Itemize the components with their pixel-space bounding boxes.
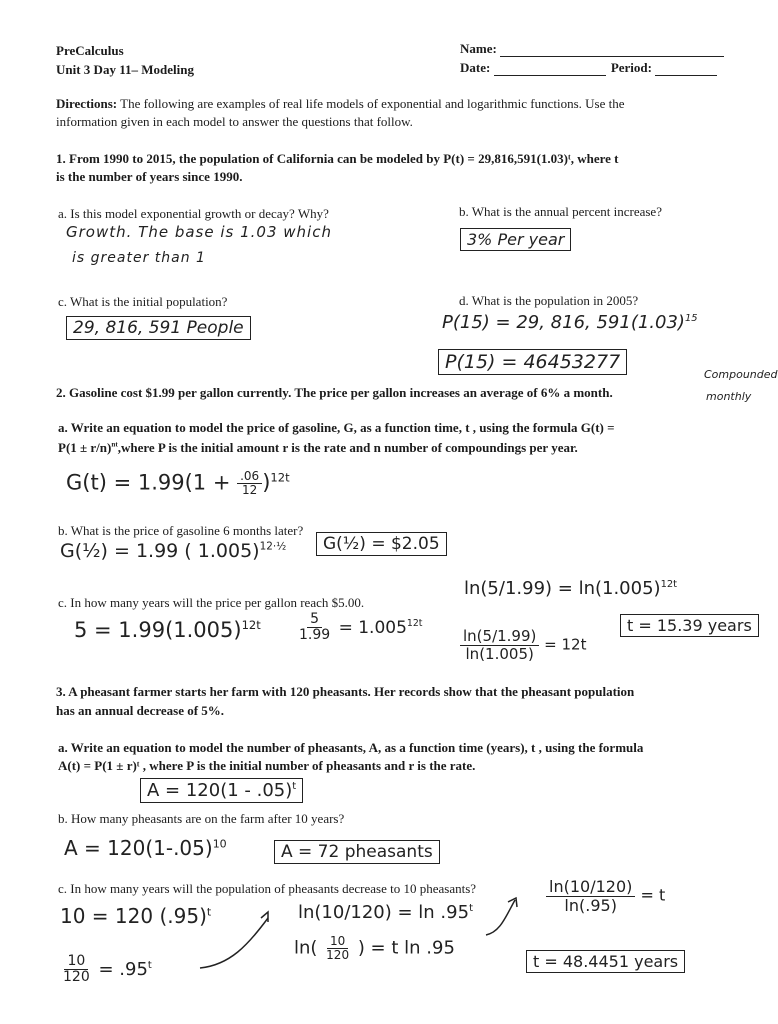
q1d-answer: P(15) = 46453277 [438,349,627,375]
period-label: Period: [610,60,652,75]
q3c-work-4-num: 10 [327,935,348,949]
q2a-answer-exp: 12t [270,470,290,485]
q3c-work-5-den: ln(.95) [564,895,617,915]
q3c-work-1-exp: t [206,905,212,919]
q3c-work-3-text: ln(10/120) = ln .95 [298,902,470,923]
q2a-answer-rhs: ) [262,470,271,495]
q2c-work-2-exp: 12t [406,618,423,630]
q1a-answer-2: is greater than 1 [72,250,206,266]
q2b-prompt: b. What is the price of gasoline 6 months later? [58,523,304,538]
q1b-answer: 3% Per year [460,228,571,251]
q2c-work-4-rhs: = 12t [544,635,587,654]
q3c-work-2-num: 10 [64,954,88,970]
course-title: PreCalculus [56,43,124,58]
q3b-work-text: A = 120(1-.05) [64,836,213,860]
q2c-work-1-exp: 12t [241,618,261,632]
q1c-prompt: c. What is the initial population? [58,294,228,309]
q3b-prompt: b. How many pheasants are on the farm after 10 years? [58,811,345,826]
side-note: Compounded [704,368,778,381]
q1a-prompt: a. Is this model exponential growth or decay? Why? [58,206,329,221]
q1b-prompt: b. What is the annual percent increase? [459,204,662,219]
q2a-formula-exp: nt [111,440,118,449]
q2c-prompt: c. In how many years will the price per gallon reach $5.00. [58,595,365,610]
q2c-work-3-text: ln(5/1.99) = ln(1.005) [464,578,661,599]
directions-text: The following are examples of real life models of exponential and logarithmic functions. Use the [117,96,625,111]
q2a-answer-den: 12 [242,483,258,498]
q1c-answer: 29, 816, 591 People [66,316,251,340]
q3c-prompt: c. In how many years will the population of pheasants decrease to 10 pheasants? [58,881,477,896]
q3-stem: 3. A pheasant farmer starts her farm with 120 pheasants. Her records show that the pheasant population [56,684,635,699]
date-label: Date: [460,60,491,75]
q3a-prompt: a. Write an equation to model the number of pheasants, A, as a function time (years), t , using the formula [58,740,644,755]
q1-stem-2: is the number of years since 1990. [56,169,243,184]
q2-stem: 2. Gasoline cost $1.99 per gallon currently. The price per gallon increases an average of 6% a month. [56,385,613,400]
q2c-work-3-exp: 12t [660,579,677,590]
q1a-answer: Growth. The base is 1.03 which [66,223,332,241]
q2a-prompt-text: ,where P is the initial amount r is the rate and n number of compoundings per year. [117,440,578,455]
q2c-work-2-den: 1.99 [299,627,331,644]
unit-title: Unit 3 Day 11– Modeling [56,62,194,77]
q2c-work-1-text: 5 = 1.99(1.005) [74,618,242,642]
q3a-prompt-2: A(t) = P(1 ± r)ᵗ , where P is the initial number of pheasants and r is the rate. [58,758,476,773]
q2b-work-exp: 12·½ [259,540,287,553]
directions-label: Directions: [56,96,118,111]
q3c-work-2-den: 120 [63,969,90,986]
q2c-work-4-num: ln(5/1.99) [460,628,539,646]
q1d-work-text: P(15) = 29, 816, 591(1.03) [442,312,685,333]
side-note-2: monthly [706,390,752,403]
q2a-answer-num: .06 [237,470,262,484]
q3c-work-1-text: 10 = 120 (.95) [60,904,207,928]
q2c-work-2-num: 5 [307,612,322,628]
arrow-1 [200,918,268,968]
q3c-work-5-num: ln(10/120) [546,878,635,897]
q3c-work-5-rhs: = t [640,885,666,905]
q3b-work-exp: 10 [212,837,227,851]
q2b-answer: G(½) = $2.05 [316,532,447,556]
q3-stem-2: has an annual decrease of 5%. [56,703,225,718]
q2c-answer: t = 15.39 years [620,614,759,637]
q3c-work-4-rhs: ) = t ln .95 [357,937,455,959]
q3c-work-2-exp: t [147,959,152,971]
q1-stem: 1. From 1990 to 2015, the population of California can be modeled by P(t) = 29,816,591(1.03)ᵗ, where t [56,151,619,166]
q1d-work-exp: 15 [684,313,698,324]
q3a-answer-exp: t [292,781,297,792]
q3c-work-4-den: 120 [326,948,350,963]
arrow-2 [486,900,515,935]
q3c-work-3-exp: t [469,903,473,914]
q3c-answer: t = 48.4451 years [526,950,685,973]
q2a-formula: P(1 ± r/n) [58,440,112,455]
q2a-answer-lhs: G(t) = 1.99(1 + [66,470,231,495]
q2c-work-4-den: ln(1.005) [465,644,534,663]
q3a-answer-text: A = 120(1 - .05) [147,780,293,801]
q3b-answer: A = 72 pheasants [274,840,440,864]
q2b-work-text: G(½) = 1.99 ( 1.005) [60,540,260,562]
q3c-work-4-lhs: ln( [294,937,318,959]
name-label: Name: [460,41,497,56]
q3c-work-2-rhs: = .95 [98,958,148,980]
q2a-prompt: a. Write an equation to model the price of gasoline, G, as a function time, t , using the formula G(t) = [58,420,615,435]
directions-text-2: information given in each model to answer the questions that follow. [56,114,413,129]
q2c-work-2-rhs: = 1.005 [338,617,407,638]
q1d-prompt: d. What is the population in 2005? [459,293,639,308]
